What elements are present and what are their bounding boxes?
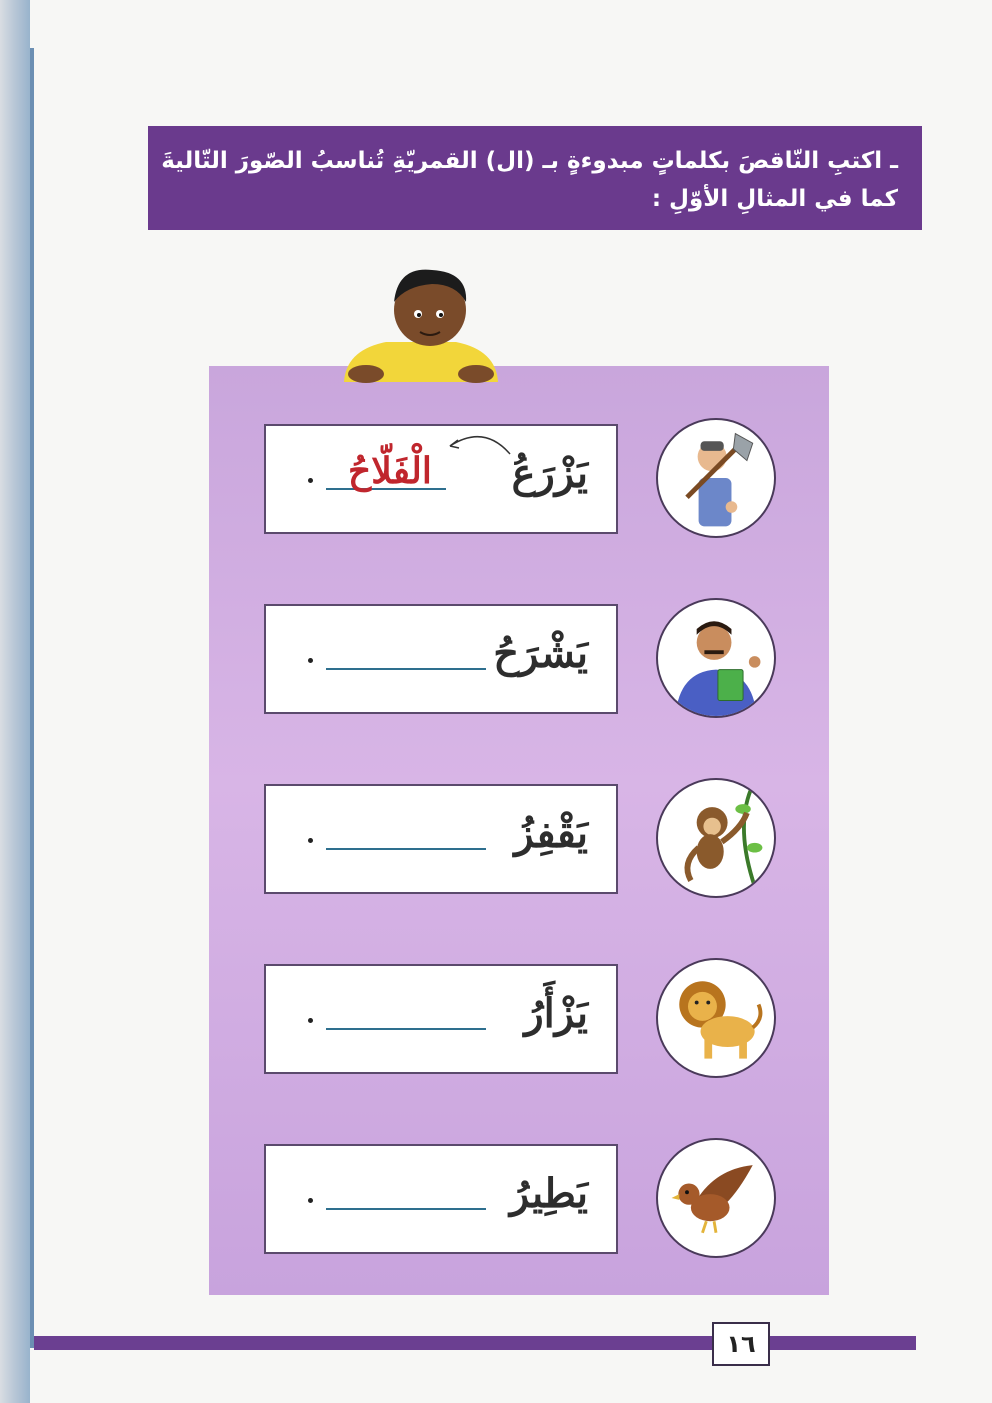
verb-text: يَزْرَعُ (511, 450, 588, 497)
verb-text: يَطِيرُ (509, 1170, 588, 1217)
answer-box (264, 424, 618, 534)
blank-line (326, 1028, 486, 1030)
answer-box (264, 964, 618, 1074)
page-number: ١٦ (712, 1322, 770, 1366)
instruction-line-1: ـ اكتبِ النّاقصَ بكلماتٍ مبدوءةٍ بـ (ال) القمريّةِ تُناسبُ الصّورَ التّاليةَ (161, 148, 898, 174)
exercise-row (209, 604, 829, 718)
exercise-panel (209, 366, 829, 1295)
bird-flying-icon (656, 1138, 776, 1258)
verb-text: يَزْأَرُ (524, 990, 588, 1037)
teacher-with-book-icon (656, 598, 776, 718)
arrow-icon (444, 428, 514, 458)
answer-box (264, 604, 618, 714)
blank-line (326, 848, 486, 850)
blank-line (326, 1208, 486, 1210)
exercise-row (209, 424, 829, 538)
period-dot (308, 658, 313, 663)
book-spine (0, 0, 30, 1403)
answer-text: الْفَلّاحُ (348, 450, 432, 492)
exercise-row (209, 1144, 829, 1258)
lion-icon (656, 958, 776, 1078)
instruction-line-2: كما في المثالِ الأوّلِ : (651, 186, 898, 212)
verb-text: يَشْرَحُ (493, 630, 588, 677)
footer-bar (34, 1336, 916, 1350)
period-dot (308, 1018, 313, 1023)
period-dot (308, 1198, 313, 1203)
blank-line (326, 668, 486, 670)
spine-edge-line (30, 48, 34, 1348)
period-dot (308, 838, 313, 843)
exercise-row (209, 784, 829, 898)
instruction-banner (148, 126, 922, 230)
farmer-with-hoe-icon (656, 418, 776, 538)
answer-box (264, 784, 618, 894)
boy-cartoon-icon (336, 262, 506, 384)
exercise-row (209, 964, 829, 1078)
monkey-on-vine-icon (656, 778, 776, 898)
period-dot (308, 478, 313, 483)
verb-text: يَقْفِزُ (514, 810, 588, 857)
answer-box (264, 1144, 618, 1254)
